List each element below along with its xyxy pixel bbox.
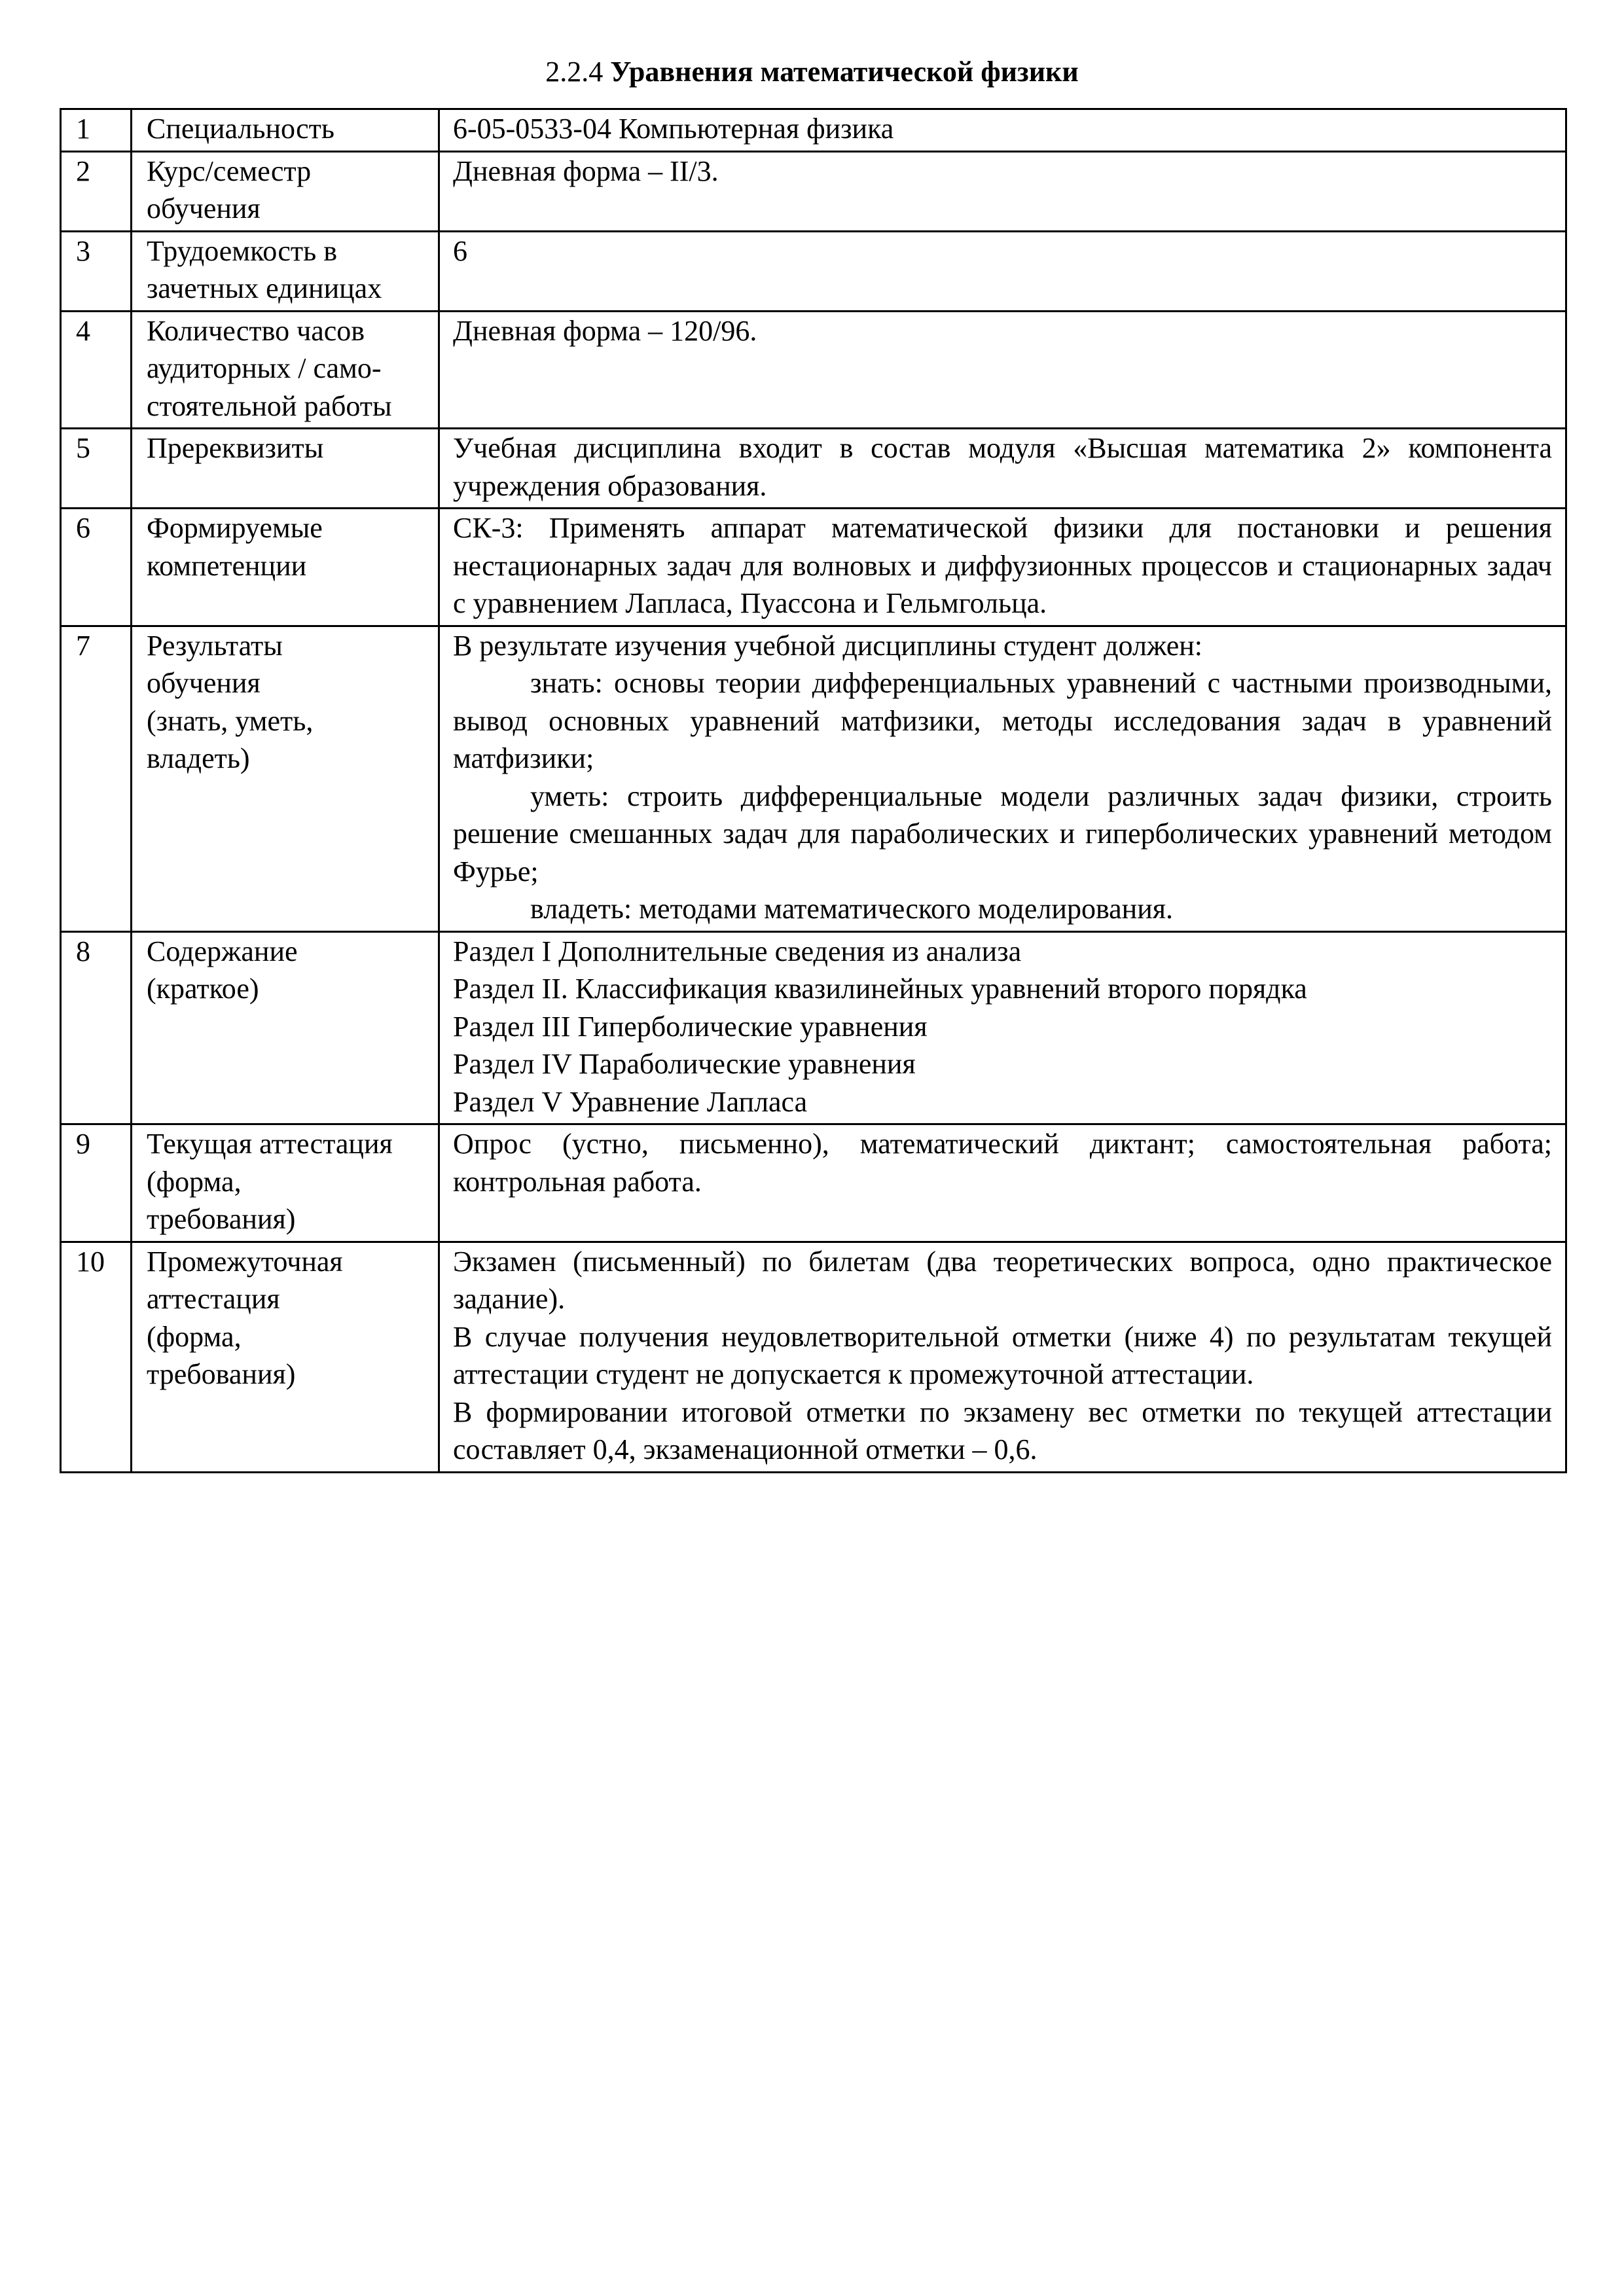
row-label-line: Трудоемкость в xyxy=(147,234,337,267)
row-number: 2 xyxy=(61,151,132,231)
row-label-line: Курс/семестр xyxy=(147,154,312,187)
table-row xyxy=(61,231,1566,311)
table-row xyxy=(61,151,1566,231)
row-label xyxy=(132,231,439,311)
row-label-line: (знать, уметь, xyxy=(147,704,314,737)
row-label-line: стоятельной работы xyxy=(147,389,392,422)
row-value xyxy=(439,509,1566,626)
row-value-paragraph: знать: основы теории дифференциальных уравнений с частными производными, вывод основных уравнений матфизики, методы исследования задач в уравнений матфизики; xyxy=(453,667,1552,774)
row-value xyxy=(439,429,1566,509)
row-number: 8 xyxy=(61,931,132,1124)
discipline-info-table xyxy=(60,108,1567,1473)
row-label xyxy=(132,509,439,626)
row-value-paragraph: В случае получения неудовлетворительной отметки (ниже 4) по результатам текущей аттестации студент не допускается к промежуточной аттестации. xyxy=(453,1320,1552,1390)
row-number: 6 xyxy=(61,509,132,626)
row-value-paragraph: В результате изучения учебной дисциплины студент должен: xyxy=(453,629,1203,662)
row-value-paragraph: Учебная дисциплина входит в состав модуля «Высшая математика 2» компонента учреждения образования. xyxy=(453,432,1552,502)
content-section-item: Раздел V Уравнение Лапласа xyxy=(453,1085,808,1118)
row-value xyxy=(439,231,1566,311)
row-label-line: (форма, xyxy=(147,1165,242,1198)
content-section-item: Раздел III Гиперболические уравнения xyxy=(453,1010,928,1043)
row-value-paragraph: Дневная форма – 120/96. xyxy=(453,314,757,347)
row-label-line: Формируемые xyxy=(147,512,323,544)
row-label xyxy=(132,626,439,931)
row-label xyxy=(132,109,439,152)
row-value xyxy=(439,151,1566,231)
row-label-line: требования) xyxy=(147,1203,296,1235)
table-row xyxy=(61,509,1566,626)
row-value xyxy=(439,109,1566,152)
row-number: 1 xyxy=(61,109,132,152)
row-label-line: зачетных единицах xyxy=(147,272,382,304)
content-section-item: Раздел IV Параболические уравнения xyxy=(453,1048,916,1080)
table-row xyxy=(61,1124,1566,1242)
row-label xyxy=(132,931,439,1124)
row-value-paragraph: Экзамен (письменный) по билетам (два теоретических вопроса, одно практическое задание). xyxy=(453,1245,1552,1315)
table-row xyxy=(61,931,1566,1124)
row-label-line: (краткое) xyxy=(147,973,259,1005)
table-row xyxy=(61,1242,1566,1472)
table-row xyxy=(61,626,1566,931)
row-number: 10 xyxy=(61,1242,132,1472)
section-name: Уравнения математической физики xyxy=(610,56,1079,88)
row-label-line: Пререквизиты xyxy=(147,432,324,464)
row-value-paragraph: 6 xyxy=(453,234,467,267)
table-row xyxy=(61,311,1566,429)
row-number: 9 xyxy=(61,1124,132,1242)
row-label-line: компетенции xyxy=(147,549,307,582)
row-number: 4 xyxy=(61,311,132,429)
row-label-line: обучения xyxy=(147,667,261,699)
row-number: 3 xyxy=(61,231,132,311)
row-label-line: Количество часов xyxy=(147,314,365,347)
row-label xyxy=(132,151,439,231)
row-label xyxy=(132,1242,439,1472)
row-label-line: владеть) xyxy=(147,742,250,774)
row-label-line: (форма, xyxy=(147,1320,242,1353)
row-value xyxy=(439,626,1566,931)
row-label-line: требования) xyxy=(147,1358,296,1390)
row-label-line: Результаты xyxy=(147,629,283,662)
row-value xyxy=(439,1242,1566,1472)
row-value xyxy=(439,931,1566,1124)
row-value-paragraph: владеть: методами математического моделирования. xyxy=(530,893,1174,925)
row-value xyxy=(439,311,1566,429)
row-label-line: аудиторных / само- xyxy=(147,352,382,384)
row-label-line: аттестация xyxy=(147,1283,280,1315)
section-number: 2.2.4 xyxy=(545,56,604,88)
row-label-line: Промежуточная xyxy=(147,1245,343,1278)
content-section-item: Раздел II. Классификация квазилинейных уравнений второго порядка xyxy=(453,973,1307,1005)
row-value-paragraph: Опрос (устно, письменно), математический диктант; самостоятельная работа; контрольная работа. xyxy=(453,1128,1552,1198)
table-row xyxy=(61,429,1566,509)
row-value-paragraph: уметь: строить дифференциальные модели различных задач физики, строить решение смешанных задач для параболических и гиперболических уравнений методом Фурье; xyxy=(453,780,1552,888)
row-number: 7 xyxy=(61,626,132,931)
row-value-paragraph: В формировании итоговой отметки по экзамену вес отметки по текущей аттестации составляет 0,4, экзаменационной отметки – 0,6. xyxy=(453,1395,1552,1465)
row-value-paragraph: Дневная форма – II/3. xyxy=(453,154,719,187)
row-label-line: Текущая аттестация xyxy=(147,1128,393,1160)
row-value xyxy=(439,1124,1566,1242)
row-value-paragraph: 6-05-0533-04 Компьютерная физика xyxy=(453,113,894,145)
row-number: 5 xyxy=(61,429,132,509)
row-label-line: Специальность xyxy=(147,113,334,145)
row-label-line: Содержание xyxy=(147,935,298,967)
content-section-item: Раздел I Дополнительные сведения из анализа xyxy=(453,935,1022,967)
row-label xyxy=(132,311,439,429)
row-label-line: обучения xyxy=(147,192,261,224)
row-label xyxy=(132,429,439,509)
row-value-paragraph: СК-3: Применять аппарат математической физики для постановки и решения нестационарных задач для волновых и диффузионных процессов и стационарных задач с уравнением Лапласа, Пуассона и Гельмгольца. xyxy=(453,512,1552,619)
document-title xyxy=(0,54,1624,90)
row-label xyxy=(132,1124,439,1242)
table-row xyxy=(61,109,1566,152)
